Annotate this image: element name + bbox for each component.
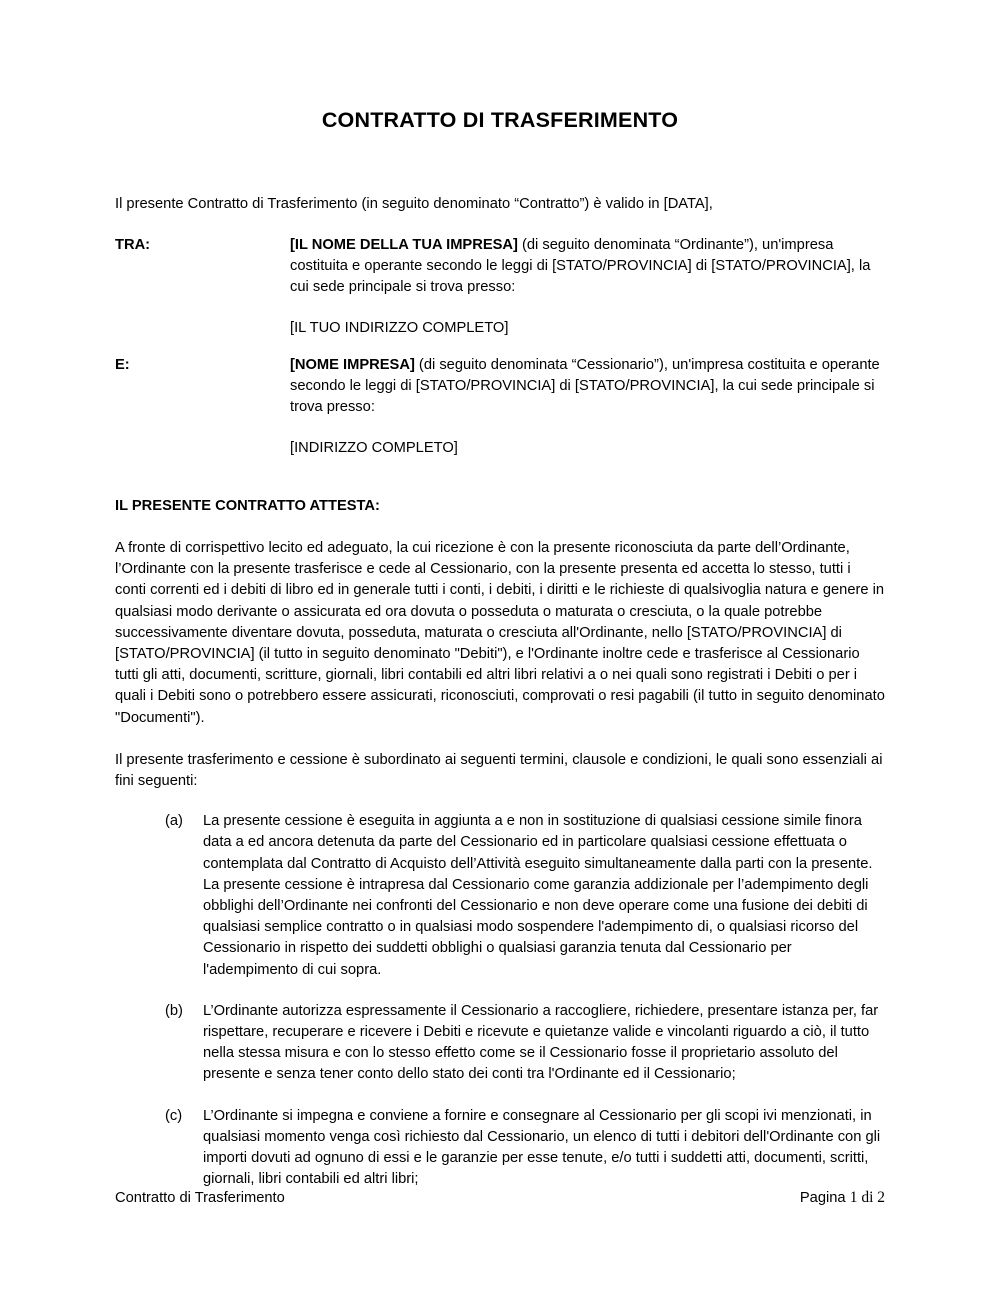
- footer-page-word: Pagina: [799, 1190, 846, 1206]
- clause-item-a: [115, 811, 885, 981]
- clause-marker-c: (c): [165, 1107, 183, 1124]
- party-description-text-e: (di seguito denominata “Cessionario”), un'impresa costituita e operante secondo le leggi di [STATO/PROVINCIA] di [STATO/PROVINCIA], la cui sede principale si trova presso:: [290, 357, 880, 415]
- party-body-tra: [290, 235, 885, 339]
- party-name-e: [NOME IMPRESA]: [290, 357, 415, 373]
- clause-list: [115, 792, 885, 1190]
- footer-page-number: [800, 1188, 885, 1208]
- clause-marker-b: (b): [165, 1002, 183, 1019]
- clause-text-b: L’Ordinante autorizza espressamente il Cessionario a raccogliere, richiedere, presentare istanza per, far rispettare, recuperare e ricevere i Debiti e ricevute e quietanze valide e vincolanti riguardo a ciò, il tutto nella stessa misura e con lo stesso effetto come se il Cessionario fosse il proprietario assoluto del presente e senza tener conto dello stato dei conti tra l'Ordinante ed il Cessionario;: [203, 1002, 879, 1083]
- footer-page-count: 1 di 2: [849, 1189, 885, 1206]
- party-name-tra: [IL NOME DELLA TUA IMPRESA]: [290, 237, 518, 253]
- terms-intro-paragraph: Il presente trasferimento e cessione è subordinato ai seguenti termini, clausole e condizioni, le quali sono essenziali ai fini seguenti:: [115, 751, 883, 790]
- party-row-e: [115, 355, 885, 459]
- page-title: CONTRATTO DI TRASFERIMENTO: [321, 108, 679, 132]
- party-row-tra: [115, 235, 885, 339]
- attests-paragraph: A fronte di corrispettivo lecito ed adeguato, la cui ricezione è con la presente riconosciuta da parte dell’Ordinante, l’Ordinante con la presente trasferisce e cede al Cessionario, con la presente presenta ed accetta lo stesso, tutti i conti correnti ed i debiti di libro ed in generale tutti i conti, i debiti, i diritti e le richieste di qualsivoglia natura e genere in qualsiasi modo derivante o assicurata ed ora dovuta o posseduta o maturata o cresciuta, o la quale potrebbe successivamente diventare dovuta, posseduta, maturata o cresciuta all'Ordinante, nello [STATO/PROVINCIA] di [STATO/PROVINCIA] (il tutto in seguito denominato "Debiti"), e l'Ordinante inoltre cede e trasferisce al Cessionario tutti gli atti, documenti, scritture, giornali, libri contabili ed altri libri relativi a o nei quali sono registrati i Debiti o per i quali i Debiti sono o potrebbero essere assicurati, riconosciuti, comprovati o resi pagabili (il tutto in seguito denominato "Documenti").: [115, 540, 885, 726]
- clause-text-c: L’Ordinante si impegna e conviene a fornire e consegnare al Cessionario per gli scopi ivi menzionati, in qualsiasi momento venga così richiesto dal Cessionario, un elenco di tutti i debitori dell'Ordinante con gli importi dovuti ad ognuno di essi e le garanzie per esse tenute, e/o tutti i suddetti atti, documenti, scritti, giornali, libri contabili ed altri libri;: [203, 1107, 881, 1188]
- page-footer: [115, 1188, 885, 1208]
- party-address-e: [INDIRIZZO COMPLETO]: [290, 440, 458, 456]
- clause-text-a: La presente cessione è eseguita in aggiunta a e non in sostituzione di qualsiasi cessione simile finora data a ed ancora detenuta da parte del Cessionario ed in particolare qualsiasi cessione effettuata o contemplata dal Contratto di Acquisto dell’Attività eseguito simultaneamente dalla parti con la presente. La presente cessione è intrapresa dal Cessionario come garanzia addizionale per l’adempimento degli obblighi dell’Ordinante nei confronti del Cessionario e non deve operare come una fusione dei debiti di qualsiasi semplice contratto o in qualsiasi modo sospendere l'adempimento di, o qualsiasi ricorso del Cessionario in rispetto dei suddetti obblighi o qualsiasi garanzia tenuta dal Cessionario per l'adempimento di cui sopra.: [203, 813, 873, 978]
- clause-item-b: [115, 1001, 885, 1086]
- party-label-e: E:: [115, 357, 130, 373]
- intro-paragraph: Il presente Contratto di Trasferimento (in seguito denominato “Contratto”) è valido in [DATA],: [115, 196, 713, 212]
- clause-marker-a: (a): [165, 813, 183, 830]
- party-description-tra: [290, 235, 885, 298]
- party-label-tra: TRA:: [115, 237, 151, 253]
- clause-item-c: [115, 1106, 885, 1191]
- footer-document-name: Contratto di Trasferimento: [115, 1190, 285, 1206]
- party-description-text-tra: (di seguito denominata “Ordinante”), un'impresa costituita e operante secondo le leggi di [STATO/PROVINCIA] di [STATO/PROVINCIA], la cui sede principale si trova presso:: [290, 237, 871, 295]
- document-content: [115, 0, 885, 1190]
- parties-section: [115, 215, 885, 459]
- attests-heading: IL PRESENTE CONTRATTO ATTESTA:: [115, 498, 380, 514]
- party-description-e: [290, 355, 885, 418]
- party-address-tra: [IL TUO INDIRIZZO COMPLETO]: [290, 320, 509, 336]
- party-body-e: [290, 355, 885, 459]
